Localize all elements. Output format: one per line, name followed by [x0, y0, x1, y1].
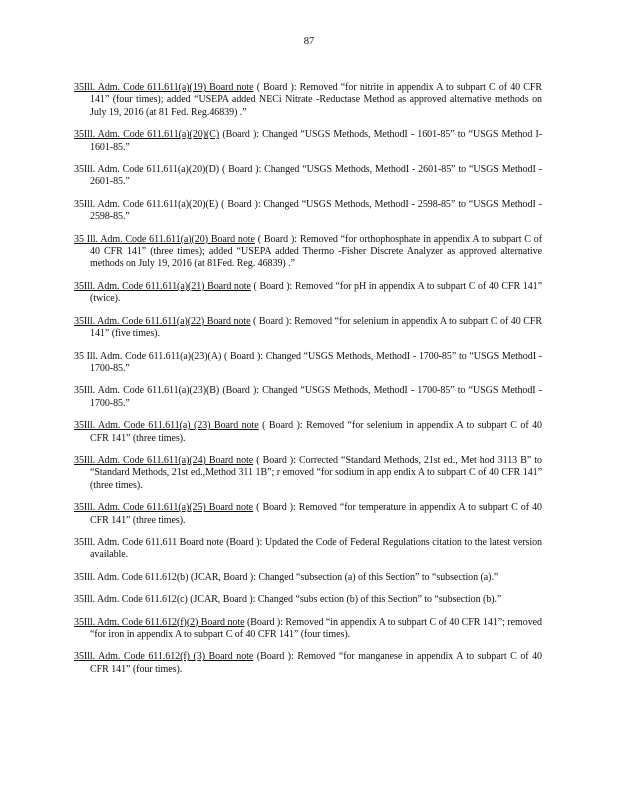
change-log-entry [74, 316, 542, 341]
entry-text: ( Board ): Removed “for selenium in appendix A to subpart C of 40 CFR 141” (three times). [90, 420, 543, 444]
citation: 35Ill. Adm. Code 611.611(a)(22) Board note [74, 315, 251, 327]
change-log-entry [74, 129, 542, 154]
entry-text: ( Board ): Changed “USGS Methods, MethodI - 1700-85” to “USGS MethodI - 1700-85.” [90, 350, 542, 374]
entry-text: (JCAR, Board ): Changed “subs ection (b) of this Section” to “subsection (b).” [187, 594, 502, 606]
change-log-entry [74, 572, 542, 584]
entry-text: ( Board ): Removed “for temperature in appendix A to subpart C of 40 CFR 141” (three times). [90, 502, 542, 526]
citation: 35Ill. Adm. Code 611.612(f) (3) Board note [74, 651, 254, 663]
citation: 35Ill. Adm. Code 611.611(a)(23)(B) [74, 385, 220, 397]
entry-text: ( Board ): Removed “for orthophosphate in appendix A to subpart C of 40 CFR 141” (three times); added “USEPA added Thermo -Fisher Discrete Analyzer as approved alternative methods on July 19, 2016 (at 81Fed. Reg. 46839) .” [90, 233, 543, 270]
entry-text: ( Board ): Corrected “Standard Methods, 21st ed., Met hod 3113 B” to “Standard Methods, 21st ed.,Method 311 1B”; r emoved “for sodium in app endix A to subpart C of 40 CFR 141” (three times). [90, 454, 542, 491]
citation: 35 Ill. Adm. Code 611.611(a)(23)(A) [74, 350, 222, 362]
entry-text: (Board ): Changed “USGS Methods, MethodI - 1700-85” to “USGS MethodI - 1700-85.” [90, 385, 543, 409]
change-log-entry [74, 617, 542, 642]
citation: 35Ill. Adm. Code 611.611(a)(20)(C) [74, 129, 220, 141]
citation: 35Ill. Adm. Code 611.611(a)(20)(D) [74, 164, 220, 176]
entry-text: ( Board ): Removed “for pH in appendix A to subpart C of 40 CFR 141” (twice). [90, 280, 542, 305]
citation: 35 Ill. Adm. Code 611.611(a)(20) Board note [74, 233, 255, 245]
citation: 35Ill. Adm. Code 611.611(a)(24) Board note [74, 454, 254, 466]
citation: 35Ill. Adm. Code 611.611(a)(20)(E) [74, 198, 219, 210]
entry-text: (JCAR, Board ): Changed “subsection (a) of this Section” to “subsection (a).” [188, 571, 499, 583]
change-log-entry [74, 651, 542, 676]
change-log-entry [74, 82, 542, 119]
citation: 35Ill. Adm. Code 611.612(f)(2) Board note [74, 616, 245, 628]
citation: 35Ill. Adm. Code 611.611(a)(25) Board note [74, 502, 254, 514]
change-log-entry [74, 199, 542, 224]
change-log-entry [74, 351, 542, 376]
change-log-entry [74, 234, 542, 271]
page-number: 87 [303, 36, 315, 47]
change-log-entry [74, 594, 542, 606]
change-log-entry [74, 164, 542, 189]
change-log-entry [74, 502, 542, 527]
citation: 35Ill. Adm. Code 611.611(a)(21) Board note [74, 280, 251, 292]
change-log-entry [74, 537, 542, 562]
citation: 35Ill. Adm. Code 611.612(c) [74, 594, 188, 606]
entry-text: (Board ): Changed “USGS Methods, MethodI - 1601-85” to “USGS Method I-1601-85.” [90, 129, 543, 153]
entry-text: ( Board ): Removed “for selenium in appendix A to subpart C of 40 CFR 141” (five times). [90, 315, 542, 340]
citation: 35Ill. Adm. Code 611.611(a) (23) Board note [74, 420, 259, 432]
change-log-entry [74, 455, 542, 492]
entry-text: (Board ): Removed “for manganese in appendix A to subpart C of 40 CFR 141” (four times). [90, 651, 542, 675]
change-log-entry [74, 420, 542, 445]
citation: 35Ill. Adm. Code 611.612(b) [74, 571, 189, 583]
citation: 35Ill. Adm. Code 611.611 Board note [74, 536, 224, 548]
entry-text: ( Board ): Changed “USGS Methods, MethodI - 2598-85” to “USGS MethodI - 2598-85.” [90, 198, 543, 223]
entry-text: ( Board ): Removed “for nitrite in appendix A to subpart C of 40 CFR 141” (four times); added “USEPA added NECi Nitrate -Reductase Method as approved alternative methods on July 19, 2016 (at 81 Fed. Reg.46839) .” [90, 82, 542, 118]
change-log-entry [74, 385, 542, 410]
change-log-entry [74, 281, 542, 306]
entry-text: ( Board ): Changed “USGS Methods, MethodI - 2601-85” to “USGS MethodI - 2601-85.” [90, 164, 542, 188]
entry-text: (Board ): Updated the Code of Federal Regulations citation to the latest version available. [90, 536, 542, 561]
entry-text: (Board ): Removed “in appendix A to subpart C of 40 CFR 141”; removed “for iron in appendix A to subpart C of 40 CFR 141” (four times). [90, 616, 542, 640]
citation: 35Ill. Adm. Code 611.611(a)(19) Board note [74, 82, 254, 93]
change-log-list [74, 72, 542, 684]
